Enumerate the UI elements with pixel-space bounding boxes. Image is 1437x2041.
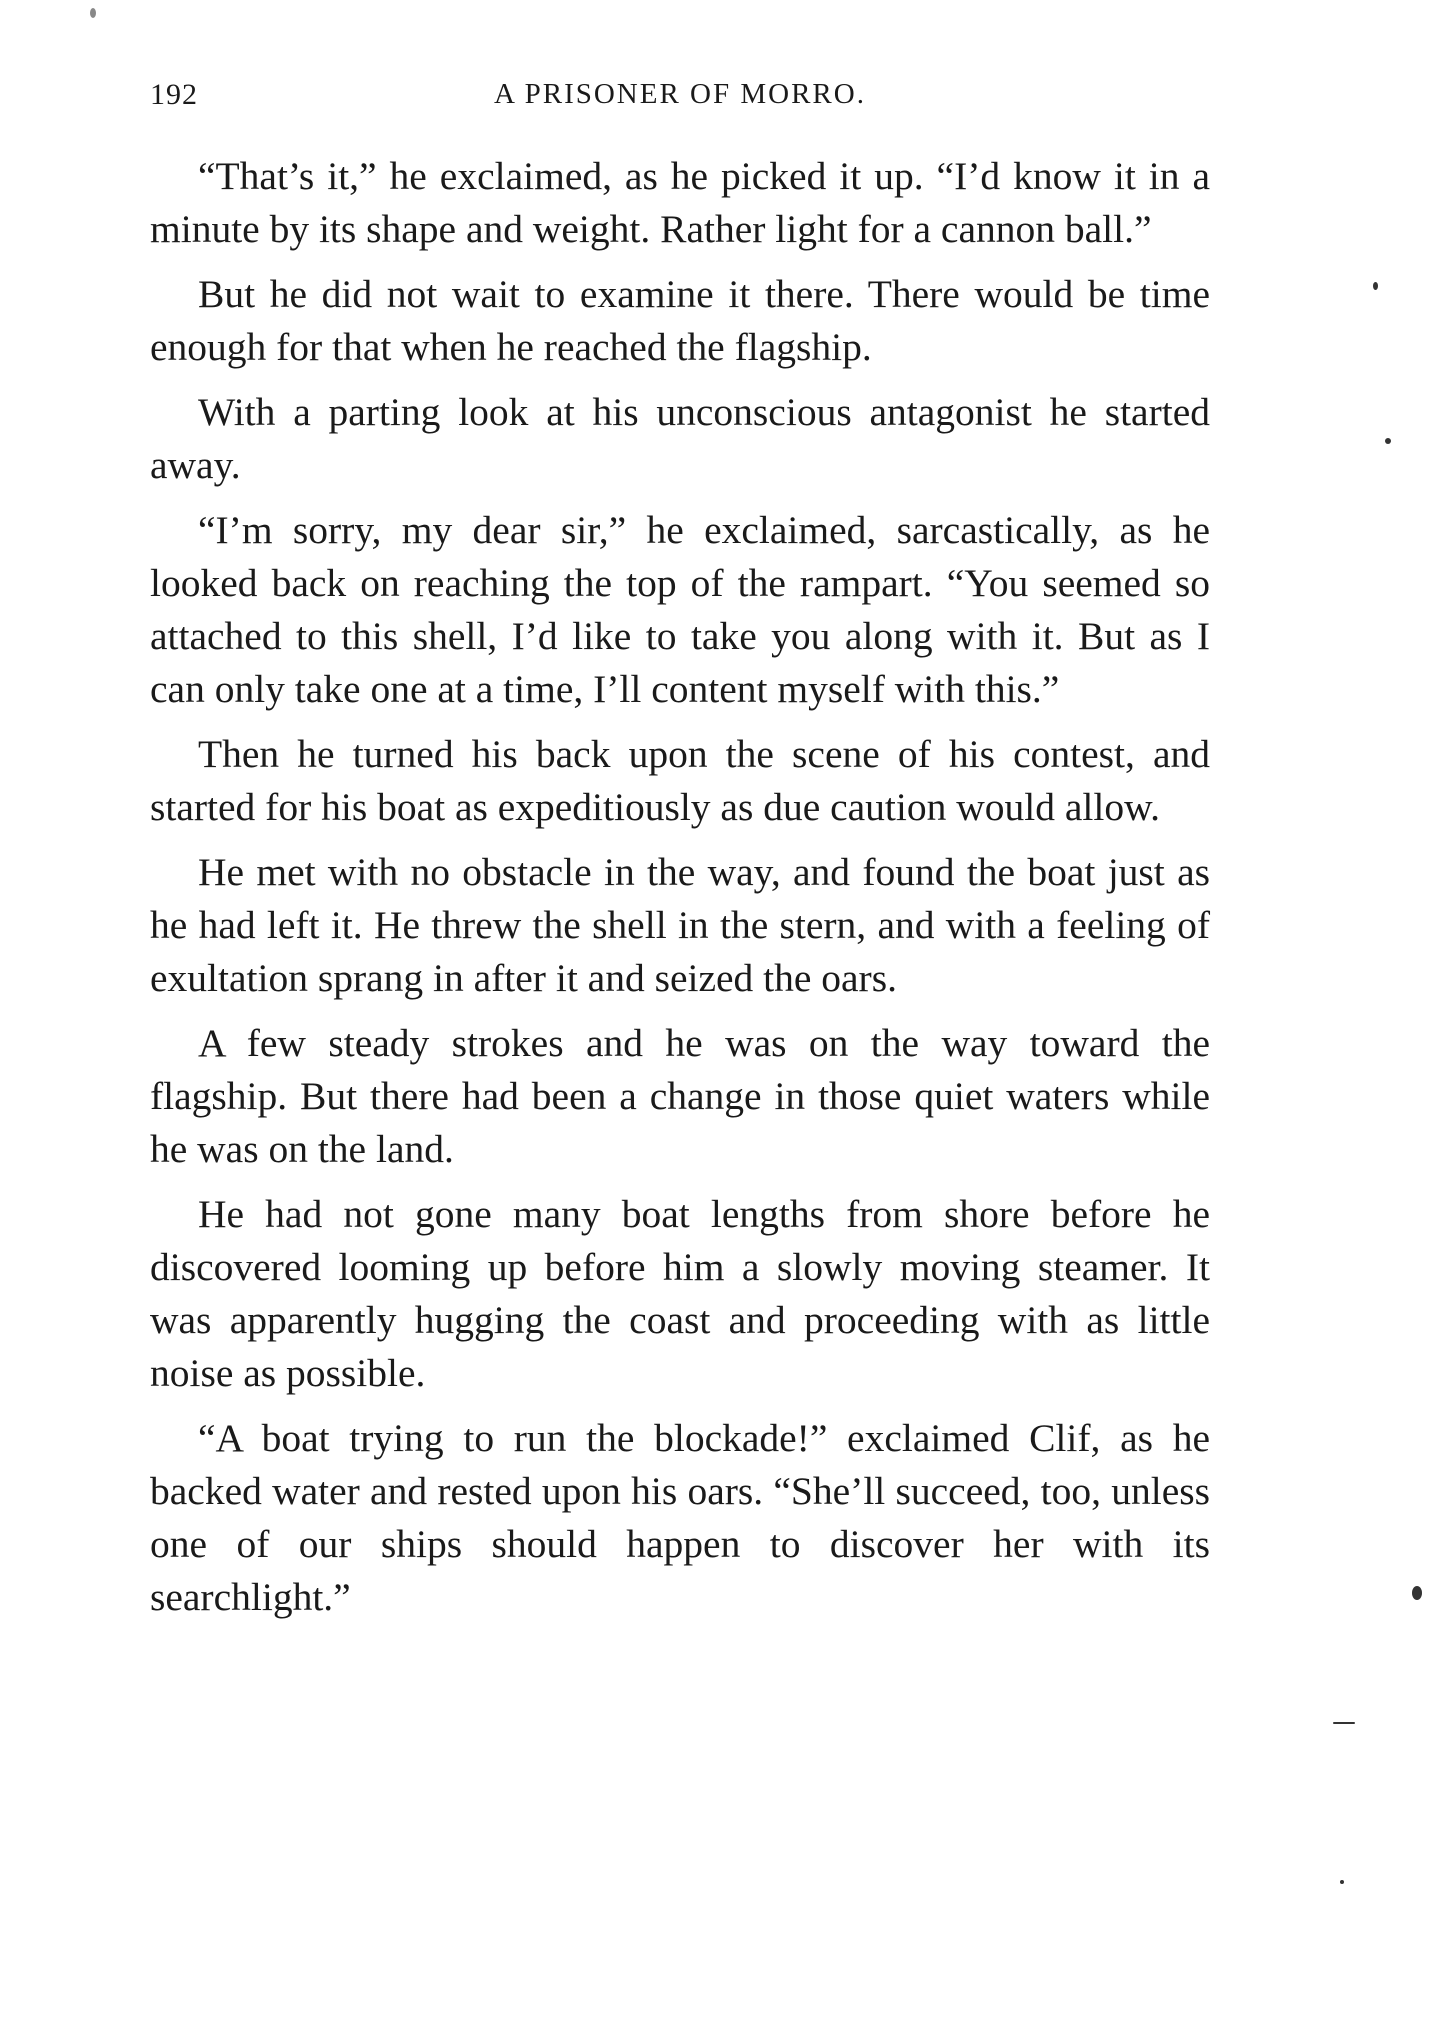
page-number: 192 bbox=[150, 78, 198, 111]
scan-speck bbox=[1333, 1722, 1355, 1724]
paragraph: With a parting look at his unconscious antagonist he started away. bbox=[150, 390, 1210, 487]
paragraph: “That’s it,” he exclaimed, as he picked it up. “I’d know it in a minute by its shape and weight. Rather light for a cannon ball.” bbox=[150, 154, 1210, 251]
scan-speck bbox=[1412, 1586, 1422, 1600]
paragraph: “A boat trying to run the blockade!” exclaimed Clif, as he backed water and rested upon his oars. “She’ll succeed, too, unless one of our ships should happen to discover her with its searchlight.” bbox=[150, 1416, 1210, 1619]
running-title: A PRISONER OF MORRO. bbox=[494, 78, 866, 110]
body-text bbox=[150, 150, 1210, 1636]
scan-speck bbox=[1340, 1880, 1344, 1884]
paragraph: He had not gone many boat lengths from shore before he discovered looming up before him a slowly moving steamer. It was apparently hugging the coast and proceeding with as little noise as possible. bbox=[150, 1192, 1210, 1395]
paragraph: A few steady strokes and he was on the way toward the flagship. But there had been a change in those quiet waters while he was on the land. bbox=[150, 1021, 1210, 1171]
paragraph: Then he turned his back upon the scene of his contest, and started for his boat as expeditiously as due caution would allow. bbox=[150, 732, 1210, 829]
scan-speck bbox=[90, 8, 96, 18]
page-header bbox=[150, 78, 1210, 122]
paragraph: But he did not wait to examine it there. There would be time enough for that when he reached the flagship. bbox=[150, 272, 1210, 369]
paragraph: He met with no obstacle in the way, and found the boat just as he had left it. He threw the shell in the stern, and with a feeling of exultation sprang in after it and seized the oars. bbox=[150, 850, 1210, 1000]
paragraph: “I’m sorry, my dear sir,” he exclaimed, sarcastically, as he looked back on reaching the top of the rampart. “You seemed so attached to this shell, I’d like to take you along with it. But as I can only take one at a time, I’ll content myself with this.” bbox=[150, 508, 1210, 711]
scan-speck bbox=[1373, 282, 1378, 290]
scan-speck bbox=[1385, 438, 1391, 444]
